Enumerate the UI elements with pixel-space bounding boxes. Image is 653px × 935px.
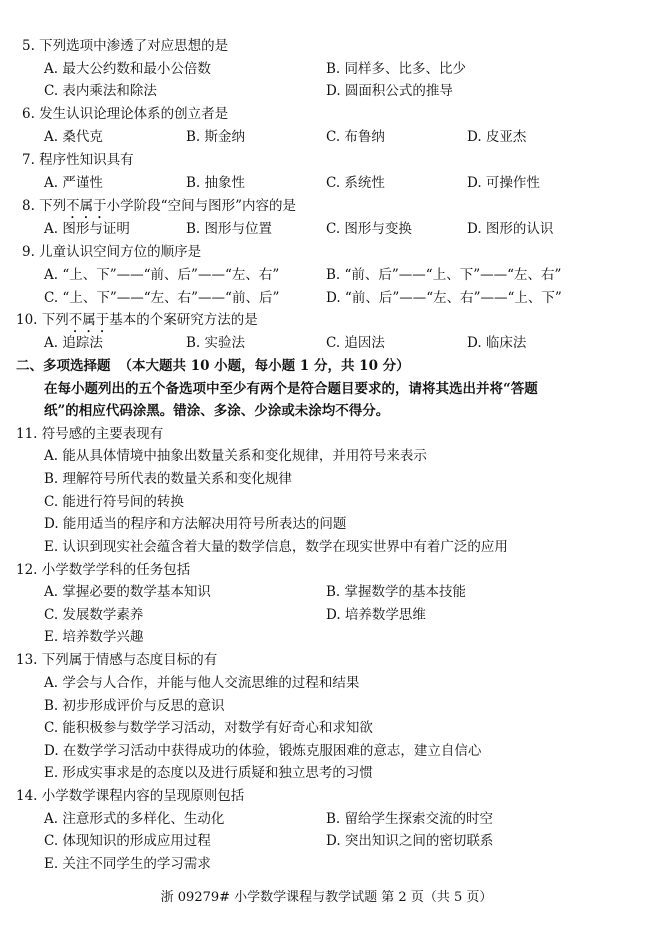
- q7-option-a: A. 严谨性: [44, 175, 103, 191]
- q5-option-c: C. 表内乘法和除法: [44, 83, 157, 99]
- q7-option-c: C. 系统性: [326, 175, 385, 191]
- q13-option-a: A. 学会与人合作，并能与他人交流思维的过程和结果: [44, 675, 360, 691]
- q7-option-d: D. 可操作性: [467, 175, 540, 191]
- q5-stem: 5. 下列选项中渗透了对应思想的是: [22, 38, 229, 54]
- q11-option-a: A. 能从具体情境中抽象出数量关系和变化规律，并用符号来表示: [44, 448, 427, 464]
- q11-stem: 11. 符号感的主要表现有: [16, 426, 164, 442]
- q13-option-c: C. 能积极参与数学学习活动，对数学有好奇心和求知欲: [44, 720, 373, 736]
- q13-option-e: E. 形成实事求是的态度以及进行质疑和独立思考的习惯: [44, 765, 373, 781]
- q8-option-d: D. 图形的认识: [467, 221, 554, 237]
- q9-option-d: D. “前、后”——“左、右”——“上、下”: [326, 290, 562, 306]
- q11-option-b: B. 理解符号所代表的数量关系和变化规律: [44, 471, 293, 487]
- q11-option-d: D. 能用适当的程序和方法解决用符号所表达的问题: [44, 516, 347, 532]
- q13-option-b: B. 初步形成评价与反思的意识: [44, 698, 225, 714]
- q12-option-b: B. 掌握数学的基本技能: [326, 584, 467, 600]
- section-2-instruction-1: 在每小题列出的五个备选项中至少有两个是符合题目要求的，请将其选出并将“答题: [44, 381, 538, 397]
- q14-option-c: C. 体现知识的形成应用过程: [44, 833, 211, 849]
- q10-emphasis: 不属于: [68, 312, 110, 328]
- q12-option-e: E. 培养数学兴趣: [44, 629, 144, 645]
- q8-option-a: A. 图形与证明: [44, 221, 130, 237]
- q10-option-c: C. 追因法: [326, 335, 385, 351]
- q12-option-d: D. 培养数学思维: [326, 607, 426, 623]
- q5-option-b: B. 同样多、比多、比少: [326, 61, 467, 77]
- q10-option-d: D. 临床法: [467, 335, 527, 351]
- q13-option-d: D. 在数学学习活动中获得成功的体验，锻炼克服困难的意志，建立自信心: [44, 743, 482, 759]
- q13-stem: 13. 下列属于情感与态度目标的有: [16, 652, 218, 668]
- q5-option-d: D. 圆面积公式的推导: [326, 83, 453, 99]
- q10-option-a: A. 追踪法: [44, 335, 103, 351]
- q10-stem: 10. 下列不属于基本的个案研究方法的是: [16, 312, 258, 328]
- q14-option-e: E. 关注不同学生的学习需求: [44, 856, 211, 872]
- q6-option-c: C. 布鲁纳: [326, 129, 385, 145]
- q12-stem: 12. 小学数学学科的任务包括: [16, 562, 191, 578]
- q8-option-c: C. 图形与变换: [326, 221, 412, 237]
- q14-option-d: D. 突出知识之间的密切联系: [326, 833, 494, 849]
- q10-option-b: B. 实验法: [186, 335, 246, 351]
- q6-option-a: A. 桑代克: [44, 129, 103, 145]
- q14-option-b: B. 留给学生探索交流的时空: [326, 811, 494, 827]
- q7-option-b: B. 抽象性: [186, 175, 246, 191]
- section-2-info: （本大题共 10 小题，每小题 1 分，共 10 分）: [118, 358, 410, 374]
- q14-stem: 14. 小学数学课程内容的呈现原则包括: [16, 788, 245, 804]
- section-2-title: 二、多项选择题: [16, 358, 111, 374]
- q7-stem: 7. 程序性知识具有: [22, 152, 134, 168]
- q11-option-e: E. 认识到现实社会蕴含着大量的数学信息，数学在现实世界中有着广泛的应用: [44, 539, 508, 555]
- q14-option-a: A. 注意形式的多样化、生动化: [44, 811, 225, 827]
- q9-stem: 9. 儿童认识空间方位的顺序是: [22, 244, 202, 260]
- q11-option-c: C. 能进行符号间的转换: [44, 494, 184, 510]
- q12-option-c: C. 发展数学素养: [44, 607, 144, 623]
- q9-option-c: C. “上、下”——“左、右”——“前、后”: [44, 290, 280, 306]
- q6-stem: 6. 发生认识论理论体系的创立者是: [22, 106, 229, 122]
- q8-option-b: B. 图形与位置: [186, 221, 273, 237]
- section-2-instruction-2: 纸”的相应代码涂黑。错涂、多涂、少涂或未涂均不得分。: [44, 403, 390, 419]
- q5-option-a: A. 最大公约数和最小公倍数: [44, 61, 211, 77]
- q8-stem: 8. 下列不属于小学阶段“空间与图形”内容的是: [22, 198, 296, 214]
- q6-option-b: B. 斯金纳: [186, 129, 246, 145]
- q12-option-a: A. 掌握必要的数学基本知识: [44, 584, 211, 600]
- q8-emphasis: 不属于: [66, 198, 107, 214]
- page-footer: 浙 09279# 小学数学课程与教学试题 第 2 页（共 5 页）: [160, 890, 493, 905]
- q9-option-a: A. “上、下”——“前、后”——“左、右”: [44, 267, 280, 283]
- q6-option-d: D. 皮亚杰: [467, 129, 527, 145]
- section-2-header: [16, 356, 410, 376]
- q9-option-b: B. “前、后”——“上、下”——“左、右”: [326, 267, 562, 283]
